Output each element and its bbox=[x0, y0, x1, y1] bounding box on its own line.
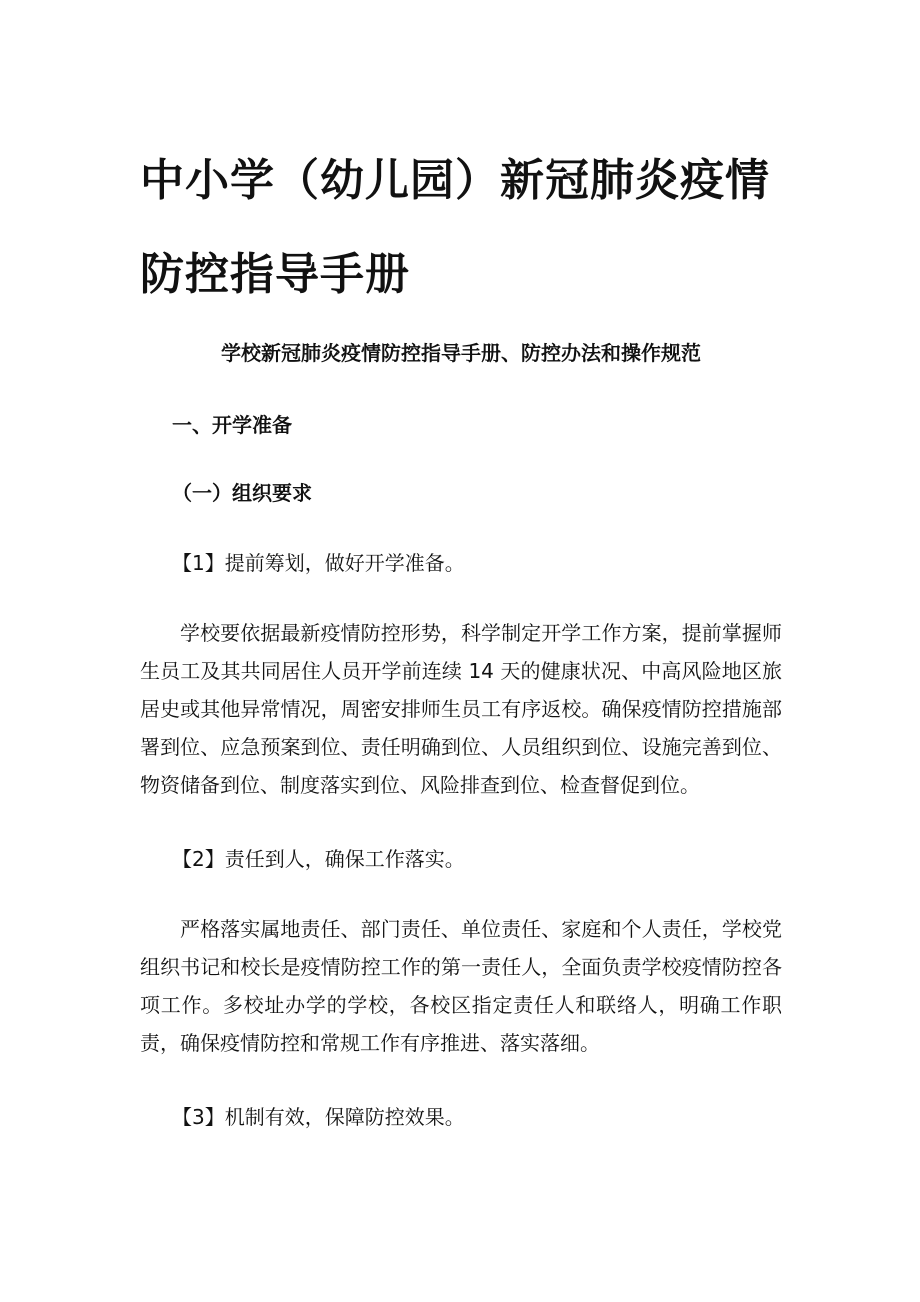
item-body-2: 严格落实属地责任、部门责任、单位责任、家庭和个人责任，学校党组织书记和校长是疫情防控工作的第一责任人，全面负责学校疫情防控各项工作。多校址办学的学校，各校区指定责任人和联络人，明确工作职责，确保疫情防控和常规工作有序推进、落实落细。 bbox=[140, 917, 782, 1055]
subsection-heading: （一）组织要求 bbox=[172, 481, 312, 505]
document-subtitle: 学校新冠肺炎疫情防控指导手册、防控办法和操作规范 bbox=[221, 341, 701, 365]
item-heading-1: 【1】提前筹划，做好开学准备。 bbox=[172, 551, 465, 575]
item-heading-2: 【2】责任到人，确保工作落实。 bbox=[172, 847, 465, 871]
document-title: 中小学（幼儿园）新冠肺炎疫情防控指导手册 bbox=[140, 155, 770, 300]
item-body-1: 学校要依据最新疫情防控形势，科学制定开学工作方案，提前掌握师生员工及其共同居住人员开学前连续 14 天的健康状况、中高风险地区旅居史或其他异常情况，周密安排师生员工有序返校。确保疫情防控措施部署到位、应急预案到位、责任明确到位、人员组织到位、设施完善到位、物资储备到位、制度落实到位、风险排查到位、检查督促到位。 bbox=[140, 621, 782, 797]
item-heading-3: 【3】机制有效，保障防控效果。 bbox=[172, 1105, 465, 1129]
section-heading: 一、开学准备 bbox=[172, 413, 292, 437]
